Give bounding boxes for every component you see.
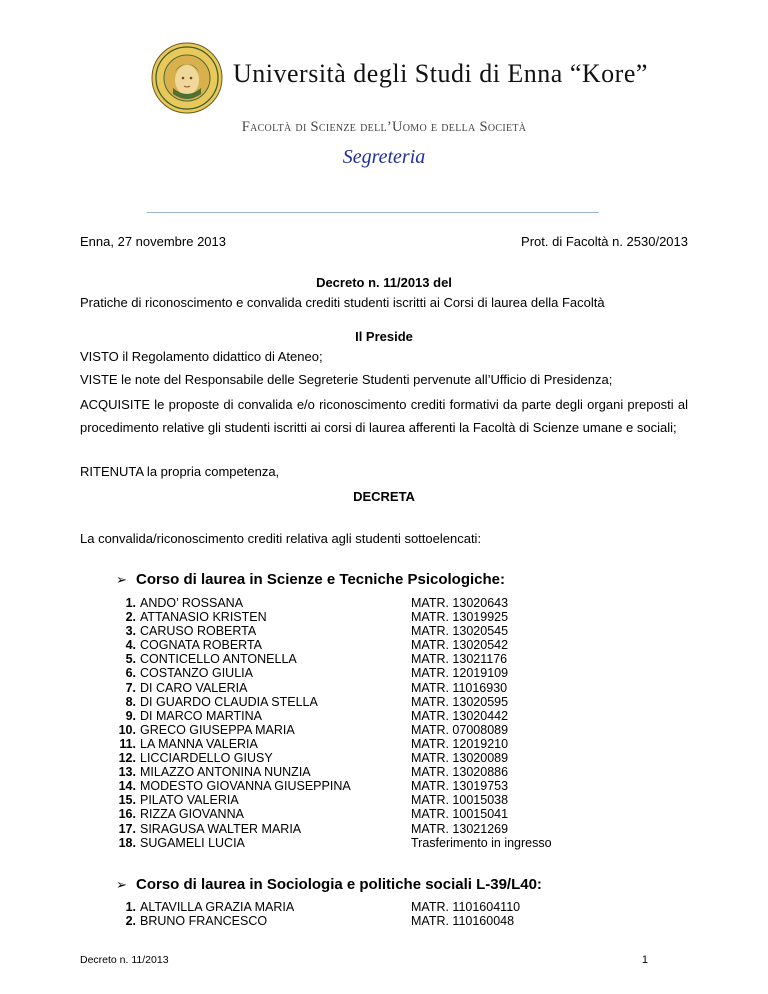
student-matricola: MATR. 10015038 (411, 793, 509, 808)
student-name: GRECO GIUSEPPA MARIA (140, 722, 295, 737)
list-item (100, 765, 600, 779)
student-name: DI GUARDO CLAUDIA STELLA (140, 694, 318, 709)
list-item (100, 836, 600, 850)
student-name: LA MANNA VALERIA (140, 736, 258, 751)
student-list (100, 596, 600, 850)
student-name: SUGAMELI LUCIA (140, 835, 245, 850)
list-item (100, 737, 600, 751)
item-number: 5. (125, 652, 136, 667)
student-matricola: MATR. 13021269 (411, 821, 509, 836)
student-matricola: MATR. 13020595 (411, 694, 509, 709)
list-item (100, 695, 600, 709)
item-number: 17. (118, 821, 136, 836)
item-number: 13. (118, 765, 136, 780)
student-name: DI MARCO MARTINA (140, 708, 262, 723)
item-number: 15. (118, 793, 136, 808)
arrow-bullet-icon: ➢ (116, 572, 127, 587)
student-name: SIRAGUSA WALTER MARIA (140, 821, 302, 836)
course-heading (116, 571, 505, 588)
student-matricola: MATR. 10015041 (411, 807, 509, 822)
student-name: CARUSO ROBERTA (140, 624, 257, 639)
course-title: Corso di laurea in Scienze e Tecniche Psicologiche: (136, 571, 506, 588)
list-item (100, 822, 600, 836)
arrow-bullet-icon: ➢ (116, 877, 127, 892)
student-name: BRUNO FRANCESCO (140, 914, 268, 929)
student-matricola: MATR. 07008089 (411, 722, 509, 737)
footer-label: Decreto n. 11/2013 (80, 954, 169, 966)
item-number: 12. (118, 751, 136, 766)
page-number: 1 (641, 954, 648, 966)
list-item (100, 638, 600, 652)
item-number: 1. (125, 596, 136, 610)
preside-heading: Il Preside (355, 329, 413, 344)
course-heading (116, 876, 542, 893)
list-item (100, 807, 600, 821)
protocol-number: Prot. di Facoltà n. 2530/2013 (521, 234, 688, 249)
item-number: 3. (125, 624, 136, 639)
student-name: COGNATA ROBERTA (140, 638, 263, 653)
item-number: 14. (118, 779, 136, 794)
list-item (100, 793, 600, 807)
student-matricola: MATR. 1101604110 (411, 900, 521, 914)
list-item (100, 751, 600, 765)
header-divider (147, 212, 599, 213)
list-item (100, 596, 600, 610)
student-matricola: MATR. 13021176 (411, 652, 508, 667)
student-name: DI CARO VALERIA (140, 680, 248, 695)
student-list (100, 900, 600, 928)
decreta-heading: DECRETA (353, 489, 415, 504)
list-item (100, 666, 600, 680)
course-title: Corso di laurea in Sociologia e politiche sociali L-39/L40: (136, 876, 542, 893)
item-number: 7. (125, 680, 136, 695)
student-matricola: MATR. 13020886 (411, 765, 509, 780)
list-item (100, 709, 600, 723)
student-name: COSTANZO GIULIA (140, 666, 253, 681)
item-number: 11. (119, 736, 136, 751)
student-matricola: MATR. 110160048 (411, 914, 515, 929)
student-name: MODESTO GIOVANNA GIUSEPPINA (140, 779, 351, 794)
student-name: RIZZA GIOVANNA (140, 807, 244, 822)
item-number: 6. (125, 666, 136, 681)
list-item (100, 681, 600, 695)
decree-title: Decreto n. 11/2013 del (316, 275, 452, 290)
ritenuta-line: RITENUTA la propria competenza, (80, 464, 280, 479)
student-name: PILATO VALERIA (140, 793, 239, 808)
student-name: CONTICELLO ANTONELLA (140, 652, 297, 667)
faculty-name: Facoltà di Scienze dell’Uomo e della Società (241, 119, 527, 135)
student-matricola: MATR. 13020089 (411, 751, 509, 766)
decree-subject: Pratiche di riconoscimento e convalida crediti studenti iscritti ai Corsi di laurea della Facoltà (80, 295, 605, 310)
list-item (100, 610, 600, 624)
letterhead (0, 0, 768, 220)
visto-regolamento: VISTO il Regolamento didattico di Ateneo; (80, 349, 323, 364)
list-item (100, 779, 600, 793)
place-date: Enna, 27 novembre 2013 (80, 234, 226, 249)
item-number: 18. (118, 835, 136, 850)
student-matricola: MATR. 12019109 (411, 666, 509, 681)
convalida-intro: La convalida/riconoscimento crediti relativa agli studenti sottoelencati: (80, 531, 482, 546)
item-number: 10. (118, 722, 136, 737)
student-matricola: MATR. 13019925 (411, 610, 509, 625)
list-item (100, 652, 600, 666)
item-number: 2. (125, 914, 136, 929)
item-number: 9. (125, 708, 136, 723)
student-matricola: MATR. 13020442 (411, 708, 509, 723)
item-number: 2. (125, 610, 136, 625)
list-item (100, 900, 600, 914)
student-name: LICCIARDELLO GIUSY (140, 751, 273, 766)
student-matricola: MATR. 13020643 (411, 596, 509, 610)
student-matricola: MATR. 13020545 (411, 624, 509, 639)
student-name: ALTAVILLA GRAZIA MARIA (140, 900, 295, 914)
university-name: Università degli Studi di Enna “Kore” (233, 59, 648, 88)
acquisite-paragraph: ACQUISITE le proposte di convalida e/o riconoscimento crediti formativi da parte degli organi preposti al procedimento relative gli studenti iscritti ai corsi di laurea afferenti la Facoltà di Scienze umane e sociali; (80, 397, 688, 435)
student-matricola: MATR. 12019210 (411, 736, 509, 751)
item-number: 4. (125, 638, 136, 653)
list-item (100, 914, 600, 928)
university-seal-logo (151, 42, 223, 114)
student-matricola: Trasferimento in ingresso (411, 835, 552, 850)
student-name: MILAZZO ANTONINA NUNZIA (140, 765, 311, 780)
student-matricola: MATR. 13020542 (411, 638, 509, 653)
viste-note: VISTE le note del Responsabile delle Segreterie Studenti pervenute all’Ufficio di Presidenza; (80, 372, 613, 387)
student-name: ANDO’ ROSSANA (140, 596, 244, 610)
student-name: ATTANASIO KRISTEN (140, 610, 267, 625)
item-number: 16. (118, 807, 136, 822)
item-number: 1. (125, 900, 136, 914)
list-item (100, 624, 600, 638)
student-matricola: MATR. 11016930 (411, 680, 508, 695)
list-item (100, 723, 600, 737)
office-name: Segreteria (342, 146, 426, 168)
item-number: 8. (125, 694, 136, 709)
student-matricola: MATR. 13019753 (411, 779, 509, 794)
